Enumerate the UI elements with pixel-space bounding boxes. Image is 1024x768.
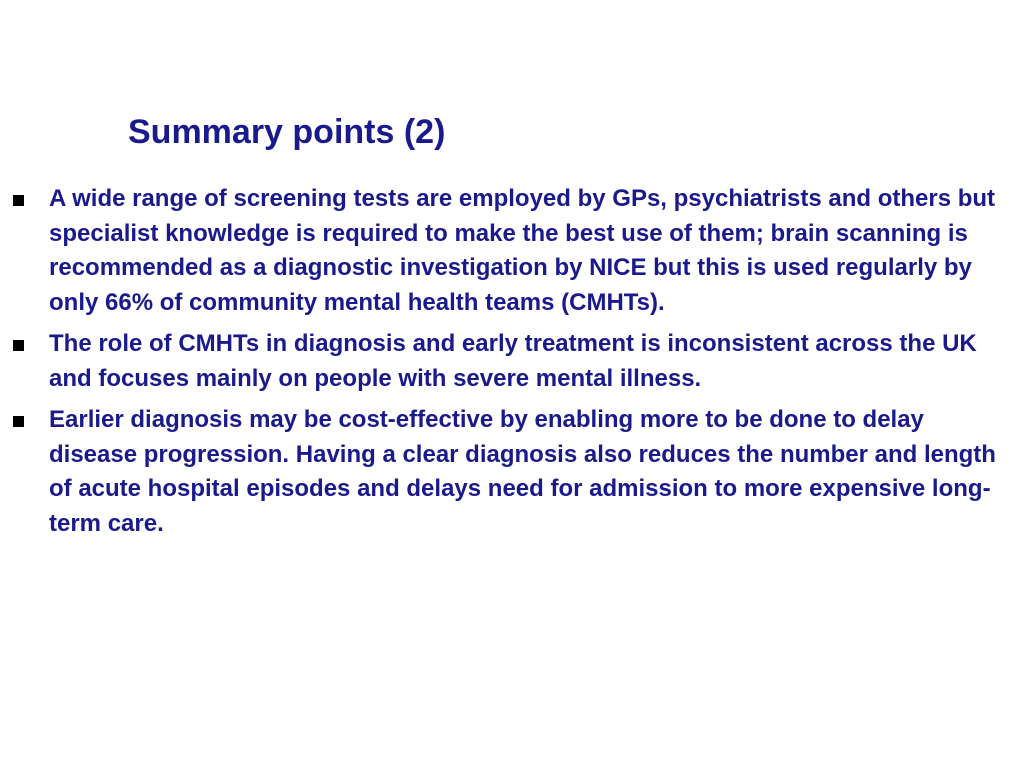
- square-bullet-icon: [13, 340, 24, 351]
- square-bullet-icon: [13, 195, 24, 206]
- slide-title: Summary points (2): [128, 113, 446, 151]
- bullet-item: [12, 403, 1002, 541]
- square-bullet-icon: [13, 416, 24, 427]
- bullet-list: [12, 182, 1002, 548]
- bullet-item: [12, 327, 1002, 396]
- bullet-text: A wide range of screening tests are employed by GPs, psychiatrists and others but specialist knowledge is required to make the best use of them; brain scanning is recommended as a diagnostic investigation by NICE but this is used regularly by only 66% of community mental health teams (CMHTs).: [49, 185, 996, 316]
- bullet-text: The role of CMHTs in diagnosis and early treatment is inconsistent across the UK and focuses mainly on people with severe mental illness.: [49, 330, 977, 392]
- bullet-item: [12, 182, 1002, 320]
- bullet-text: Earlier diagnosis may be cost-effective by enabling more to be done to delay disease progression. Having a clear diagnosis also reduces the number and length of acute hospital episodes and delays need for admission to more expensive long-term care.: [49, 406, 996, 537]
